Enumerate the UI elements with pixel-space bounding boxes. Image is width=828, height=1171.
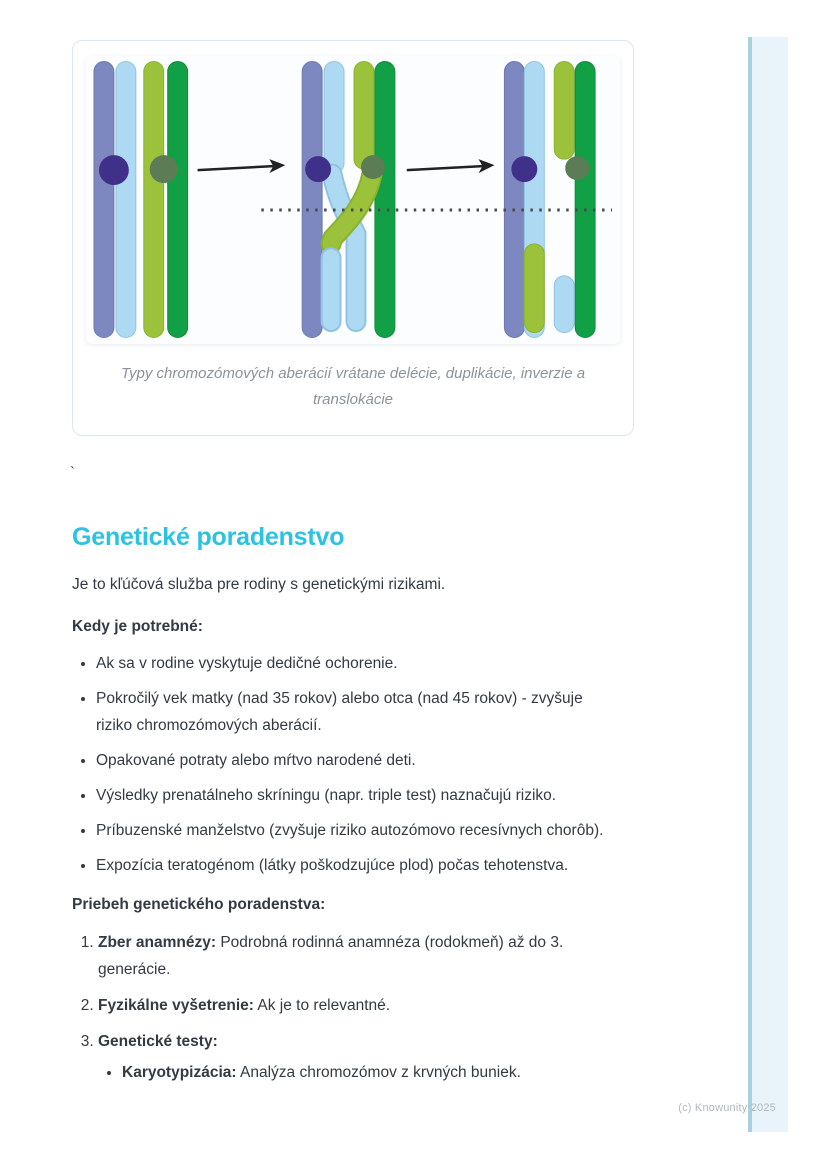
next-page-preview-strip[interactable]	[748, 37, 788, 1132]
list-item-lead: Zber anamnézy:	[98, 934, 217, 951]
list-item-lead: Genetické testy:	[98, 1033, 218, 1050]
process-heading: Priebeh genetického poradenstva:	[72, 896, 326, 913]
intro-paragraph: Je to kľúčová služba pre rodiny s genetickými rizikami.	[72, 576, 446, 593]
page-title: Genetické poradenstvo	[72, 523, 345, 551]
arrow-icon	[198, 159, 286, 173]
list-item-text: Podrobná rodinná anamnéza (rodokmeň) až do 3. generácie.	[98, 934, 564, 978]
list-item	[122, 1059, 578, 1086]
stray-backtick: `	[70, 464, 75, 481]
list-item	[98, 1028, 578, 1086]
list-item: • Opakované potraty alebo mŕtvo narodené deti.	[96, 747, 616, 774]
chromosome-group-crossover	[302, 62, 395, 338]
chromosome-group-result	[504, 62, 595, 338]
figure-caption: Typy chromozómových aberácií vrátane delécie, duplikácie, inverzie a translokácie	[120, 365, 586, 408]
when-needed-list	[74, 650, 616, 887]
list-item: • Pokročilý vek matky (nad 35 rokov) alebo otca (nad 45 rokov) - zvyšuje riziko chromozómových aberácií.	[96, 685, 616, 739]
copyright-notice: (c) Knowunity 2025	[678, 1102, 776, 1114]
chromosome-aberrations-illustration	[86, 56, 620, 344]
chromosome-group-normal	[94, 62, 188, 338]
arrow-icon	[407, 159, 495, 173]
process-list	[74, 929, 579, 1095]
chromosome-diagram-svg	[86, 56, 620, 344]
list-item-lead: Karyotypizácia:	[122, 1064, 237, 1081]
list-item: • Ak sa v rodine vyskytuje dedičné ochorenie.	[96, 650, 616, 677]
figure-card	[72, 40, 634, 436]
process-sub-list	[98, 1059, 578, 1086]
list-item: • Výsledky prenatálneho skríningu (napr. triple test) naznačujú riziko.	[96, 782, 616, 809]
list-item-lead: Fyzikálne vyšetrenie:	[98, 997, 254, 1014]
list-item-text: Ak je to relevantné.	[257, 997, 391, 1014]
when-needed-heading: Kedy je potrebné:	[72, 618, 203, 635]
list-item	[98, 992, 578, 1019]
list-item-text: Analýza chromozómov z krvných buniek.	[240, 1064, 521, 1081]
list-item: • Príbuzenské manželstvo (zvyšuje riziko autozómovo recesívnych chorôb).	[96, 817, 616, 844]
list-item	[98, 929, 578, 983]
list-item: • Expozícia teratogénom (látky poškodzujúce plod) počas tehotenstva.	[96, 852, 616, 879]
